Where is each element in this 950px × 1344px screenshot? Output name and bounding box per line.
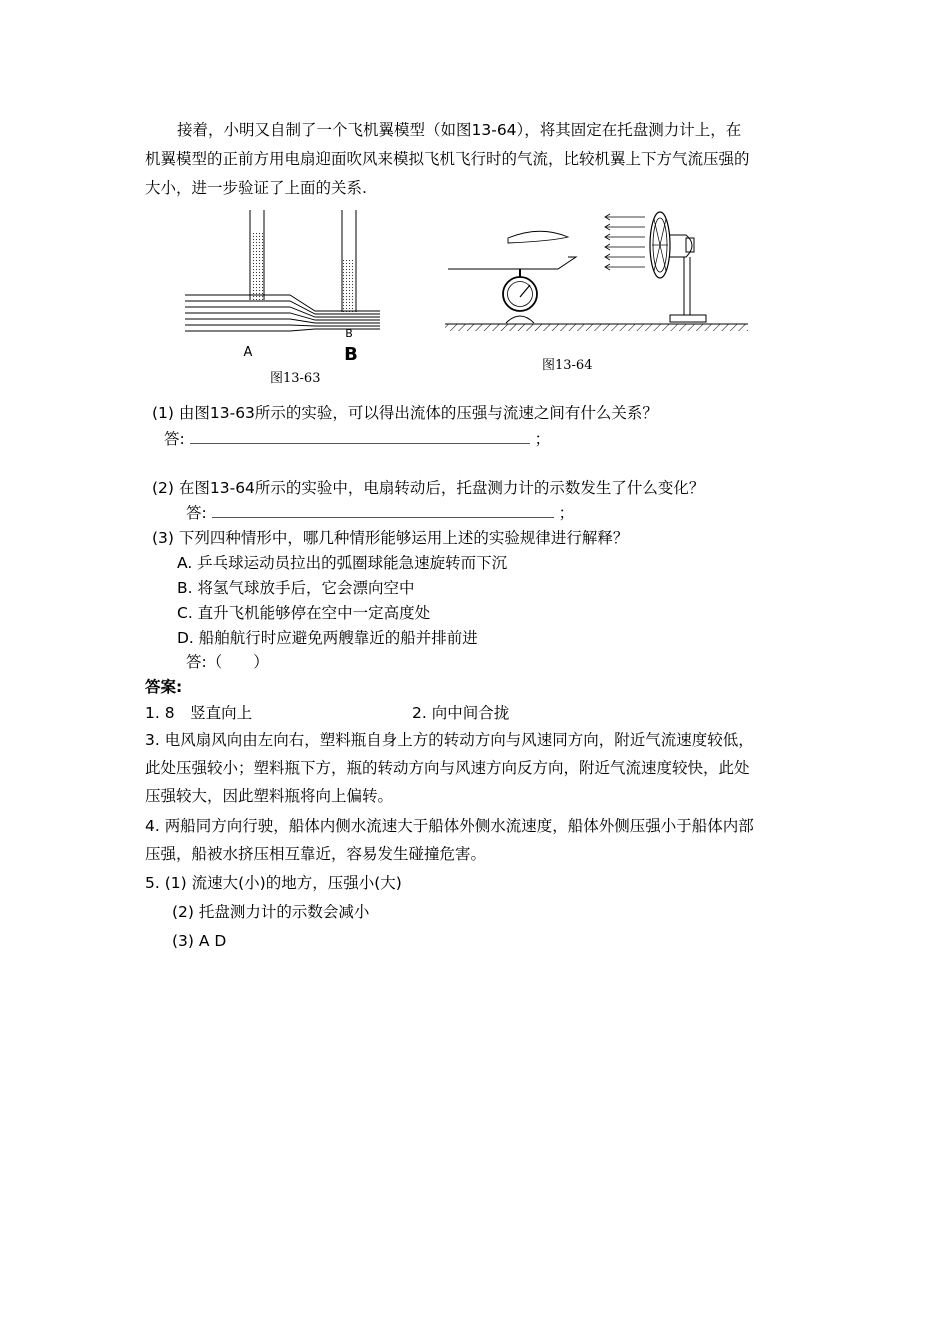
answer-item-3-line-1: 3. 电风扇风向由左向右，塑料瓶自身上方的转动方向与风速同方向，附近气流速度较低， — [145, 731, 754, 749]
tube-b-water — [343, 260, 355, 312]
scale-dial — [503, 277, 537, 311]
option-a: A. 乒乓球运动员拉出的弧圈球能急速旋转而下沉 — [177, 554, 508, 572]
answer-3: 答:（ ） — [186, 653, 269, 671]
wing-airflow-curve — [508, 231, 568, 243]
electric-fan — [650, 212, 706, 322]
intro-line-1: 接着，小明又自制了一个飞机翼模型（如图13-64），将其固定在托盘测力计上，在 — [177, 121, 742, 139]
wind-arrows — [605, 214, 645, 270]
option-d: D. 船舶航行时应避免两艘靠近的船并排前进 — [177, 629, 478, 647]
caption-13-64: 图13-64 — [542, 358, 593, 373]
answer-item-5-2: (2) 托盘测力计的示数会减小 — [172, 903, 370, 921]
answer-item-1: 1. 8 竖直向上 — [145, 704, 253, 722]
figure-13-63 — [180, 205, 380, 365]
answer-item-4-line-2: 压强，船被水挤压相互靠近，容易发生碰撞危害。 — [145, 845, 487, 863]
option-c: C. 直升飞机能够停在空中一定高度处 — [177, 604, 431, 622]
answer-item-5-1: 5. (1) 流速大(小)的地方，压强小(大) — [145, 874, 402, 892]
answer-2-prefix: 答: — [186, 504, 207, 522]
answer-1-suffix: ； — [534, 430, 551, 448]
caption-13-63: 图13-63 — [270, 371, 321, 386]
intro-line-2: 机翼模型的正前方用电扇迎面吹风来模拟飞机飞行时的气流，比较机翼上下方气流压强的 — [145, 150, 750, 168]
question-1: (1) 由图13-63所示的实验，可以得出流体的压强与流速之间有什么关系？ — [152, 404, 658, 422]
answer-1-prefix: 答: — [164, 430, 185, 448]
answer-2-row — [186, 503, 574, 523]
answers-heading: 答案: — [145, 678, 183, 696]
label-b-small: B — [345, 327, 353, 340]
intro-line-3: 大小，进一步验证了上面的关系. — [145, 179, 367, 197]
question-3: (3) 下列四种情形中，哪几种情形能够运用上述的实验规律进行解释？ — [152, 529, 629, 547]
tube-a-water — [251, 233, 263, 300]
answer-item-5-3: (3) A D — [172, 932, 227, 950]
label-a: A — [243, 345, 253, 360]
answer-2-suffix: ； — [558, 504, 575, 522]
label-b-big: B — [344, 344, 358, 365]
answer-item-4-line-1: 4. 两船同方向行驶，船体内侧水流速大于船体外侧水流速度，船体外侧压强小于船体内部 — [145, 817, 754, 835]
answer-item-3-line-3: 压强较大，因此塑料瓶将向上偏转。 — [145, 787, 394, 805]
figure-13-64 — [440, 205, 755, 345]
answer-item-3-line-2: 此处压强较小；塑料瓶下方，瓶的转动方向与风速方向反方向，附近气流速度较快，此处 — [145, 759, 750, 777]
ground — [445, 324, 748, 331]
option-b: B. 将氢气球放手后，它会漂向空中 — [177, 579, 415, 597]
answer-1-blank[interactable] — [190, 429, 530, 444]
wing-model — [448, 257, 576, 269]
question-2: (2) 在图13-64所示的实验中，电扇转动后，托盘测力计的示数发生了什么变化？ — [152, 479, 705, 497]
answer-2-blank[interactable] — [212, 503, 554, 518]
answer-1-row — [164, 429, 550, 449]
answer-item-2: 2. 向中间合拢 — [412, 704, 510, 722]
